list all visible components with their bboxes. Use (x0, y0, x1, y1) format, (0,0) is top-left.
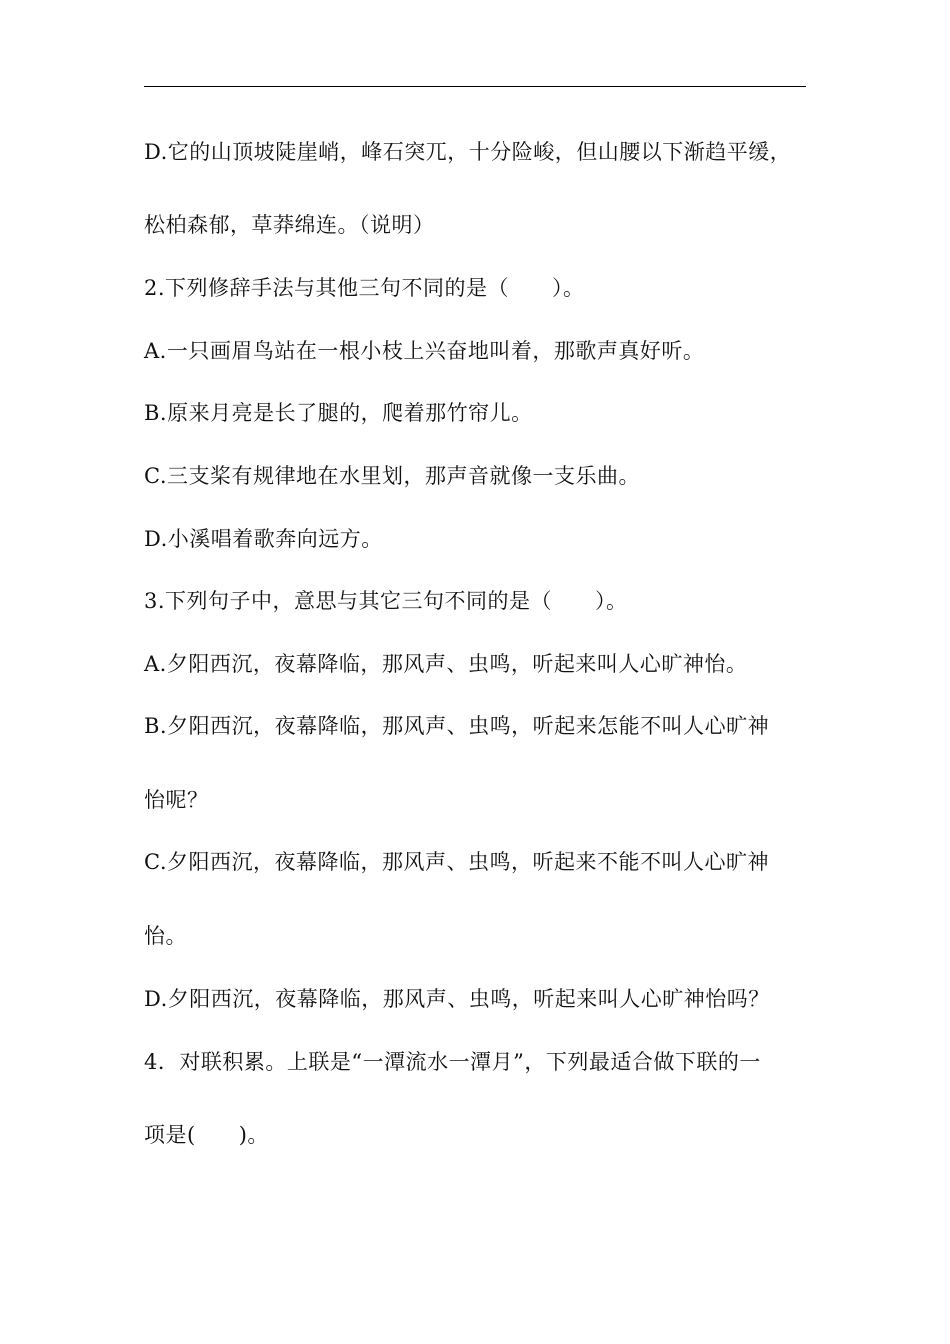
q4-stem-line2: 项是( )。 (144, 1123, 269, 1147)
q3-option-b-line2: 怡呢？ (144, 788, 209, 812)
q2-option-d: D.小溪唱着歌奔向远方。 (144, 527, 383, 551)
q2-option-b: B.原来月亮是长了腿的，爬着那竹帘儿。 (144, 401, 533, 425)
q3-option-a: A.夕阳西沉，夜幕降临，那风声、虫鸣，听起来叫人心旷神怡。 (144, 652, 748, 676)
q2-option-a: A.一只画眉鸟站在一根小枝上兴奋地叫着，那歌声真好听。 (144, 339, 705, 363)
header-rule (144, 86, 806, 87)
q3-option-d: D.夕阳西沉，夜幕降临，那风声、虫鸣，听起来叫人心旷神怡吗？ (144, 987, 770, 1011)
q2-stem: 2.下列修辞手法与其他三句不同的是（ ）。 (144, 276, 585, 300)
q3-option-b-line1: B.夕阳西沉，夜幕降临，那风声、虫鸣，听起来怎能不叫人心旷神 (144, 714, 770, 738)
q3-option-c-line1: C.夕阳西沉，夜幕降临，那风声、虫鸣，听起来不能不叫人心旷神 (144, 850, 769, 874)
q2-option-c: C.三支桨有规律地在水里划，那声音就像一支乐曲。 (144, 464, 640, 488)
q4-stem-line1: 4．对联积累。上联是“一潭流水一潭月”，下列最适合做下联的一 (144, 1050, 761, 1074)
q1-option-d-line1: D.它的山顶坡陡崖峭，峰石突兀，十分险峻，但山腰以下渐趋平缓， (144, 140, 792, 164)
q1-option-d-line2: 松柏森郁，草莽绵连。（说明） (144, 213, 435, 237)
q3-stem: 3.下列句子中，意思与其它三句不同的是（ ）。 (144, 589, 628, 613)
q3-option-c-line2: 怡。 (144, 924, 187, 948)
